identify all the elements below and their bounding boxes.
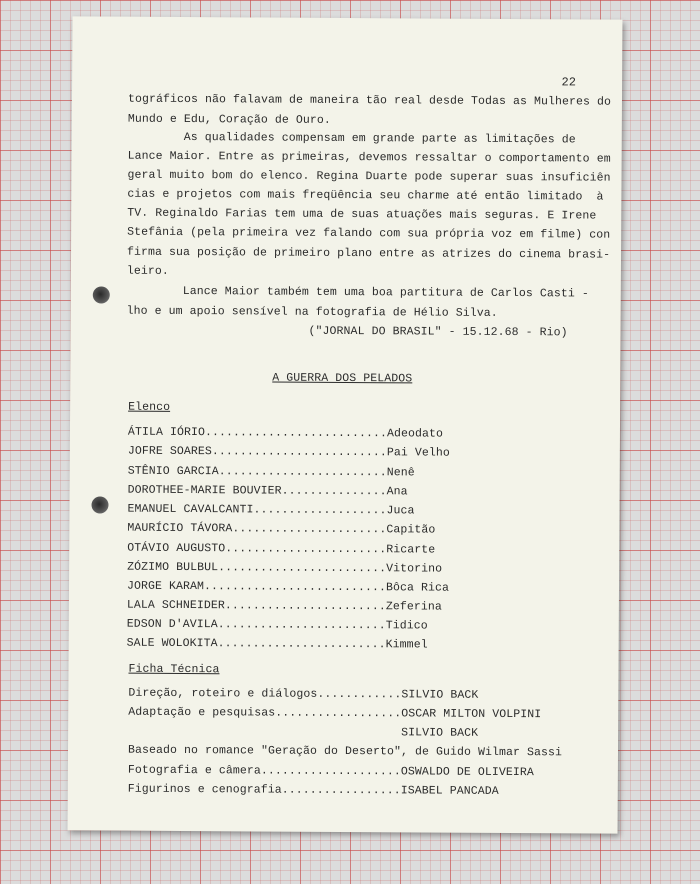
tech-entry: Fotografia e câmera....................OSWALDO DE OLIVEIRA — [127, 763, 534, 780]
paragraph-line: As qualidades compensam em grande parte as limitações de — [127, 130, 576, 147]
typewritten-page — [68, 16, 623, 833]
paragraph-line: lho e um apoio sensível na fotografia de Hélio Silva. — [126, 304, 498, 320]
cast-entry: LALA SCHNEIDER.......................Zeferina — [126, 598, 442, 614]
cast-heading: Elenco — [128, 400, 171, 414]
punch-hole-bottom — [91, 496, 108, 513]
tech-entry: Figurinos e cenografia.................ISABEL PANCADA — [127, 782, 499, 798]
cast-entry: STÊNIO GARCIA........................Nenê — [127, 464, 415, 480]
paragraph-line: Stefânia (pela primeira vez falando com sua própria voz em filme) con — [127, 225, 611, 242]
paragraph-line: cias e projetos com mais freqüência seu charme até então limitado à — [127, 187, 604, 204]
cast-entry: EDSON D'AVILA........................Tidico — [126, 617, 428, 633]
paragraph-line: tográficos não falavam de maneira tão real desde Todas as Mulheres do — [127, 92, 612, 109]
tech-entry: Adaptação e pesquisas..................OSCAR MILTON VOLPINI — [128, 705, 542, 722]
source-citation: ("JORNAL DO BRASIL" - 15.12.68 - Rio) — [308, 324, 568, 340]
tech-entry: Baseado no romance "Geração do Deserto", de Guido Wilmar Sassi — [127, 743, 563, 760]
punch-hole-top — [93, 286, 110, 303]
cast-entry: EMANUEL CAVALCANTI...................Juca — [127, 502, 415, 518]
tech-entry: Direção, roteiro e diálogos............SILVIO BACK — [128, 686, 479, 702]
cast-entry: MAURÍCIO TÁVORA......................Capitão — [127, 521, 436, 537]
section-title: A GUERRA DOS PELADOS — [272, 371, 413, 386]
cast-entry: OTÁVIO AUGUSTO.......................Ricarte — [127, 541, 436, 557]
cast-entry: DOROTHEE-MARIE BOUVIER...............Ana — [127, 483, 408, 499]
page-number: 22 — [561, 75, 577, 90]
tech-entry: SILVIO BACK — [128, 724, 479, 740]
paragraph-line: firma sua posição de primeiro plano entre as atrizes do cinema brasi- — [127, 245, 611, 262]
cast-entry: ÁTILA IÓRIO..........................Adeodato — [127, 425, 444, 441]
tech-heading: Ficha Técnica — [128, 662, 220, 677]
cast-entry: SALE WOLOKITA........................Kimmel — [126, 636, 428, 652]
paragraph-line: Lance Maior. Entre as primeiras, devemos ressaltar o comportamento em — [127, 149, 611, 166]
cast-entry: JORGE KARAM..........................Bôca Rica — [126, 579, 450, 595]
paragraph-line: Lance Maior também tem uma boa partitura de Carlos Casti - — [126, 284, 589, 301]
paragraph-line: geral muito bom do elenco. Regina Duarte pode superar suas insuficiên — [127, 168, 611, 185]
paragraph-line: leiro. — [126, 264, 169, 278]
cast-entry: JOFRE SOARES.........................Pai Velho — [127, 444, 450, 460]
paragraph-line: Mundo e Edu, Coração de Ouro. — [127, 112, 331, 127]
paragraph-line: TV. Reginaldo Farias tem uma de suas atuações mais seguras. E Irene — [127, 206, 597, 223]
cast-entry: ZÓZIMO BULBUL........................Vitorino — [127, 560, 443, 576]
